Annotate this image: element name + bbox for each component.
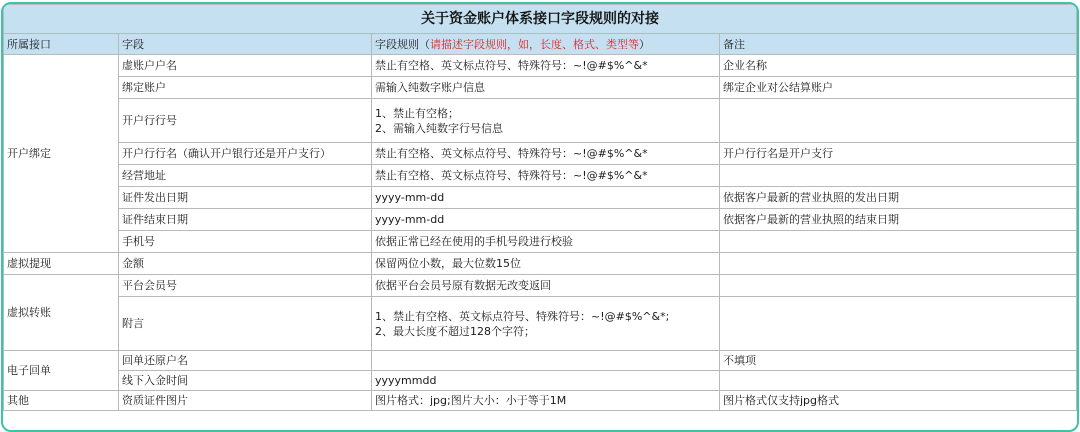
table-row: [4, 231, 1077, 253]
remark-cell: [720, 99, 1077, 143]
table-row: [4, 187, 1077, 209]
table-row: [4, 351, 1077, 371]
table-row: [4, 55, 1077, 77]
group-virtual-withdrawal: 虚拟提现: [4, 253, 119, 275]
rule-line: 1、禁止有空格、英文标点符号、特殊符号：~!@#$%^&*;: [375, 309, 670, 323]
rule-line: 2、最大长度不超过128个字符；: [375, 324, 535, 338]
rule-cell: [372, 297, 720, 351]
remark-cell: [720, 165, 1077, 187]
remark-cell: [720, 275, 1077, 297]
field-cell: 开户行行名（确认开户银行还是开户支行）: [119, 143, 372, 165]
rule-cell: yyyymmdd: [372, 371, 720, 391]
group-other: 其他: [4, 391, 119, 411]
field-cell: 金额: [119, 253, 372, 275]
header-interface: 所属接口: [4, 34, 119, 55]
field-cell: 手机号: [119, 231, 372, 253]
field-cell: 附言: [119, 297, 372, 351]
remark-cell: 企业名称: [720, 55, 1077, 77]
header-rule-suffix: ）: [639, 37, 650, 51]
remark-cell: [720, 253, 1077, 275]
remark-cell: [720, 371, 1077, 391]
table-row: [4, 275, 1077, 297]
rule-cell: 依据平台会员号原有数据无改变返回: [372, 275, 720, 297]
group-virtual-transfer: 虚拟转账: [4, 275, 119, 351]
header-rule-hint: 请描述字段规则，如，长度、格式、类型等: [430, 37, 639, 51]
rule-cell: 禁止有空格、英文标点符号、特殊符号：~!@#$%^&*: [372, 143, 720, 165]
table-row: [4, 209, 1077, 231]
field-cell: 平台会员号: [119, 275, 372, 297]
rule-cell: yyyy-mm-dd: [372, 209, 720, 231]
remark-cell: 依据客户最新的营业执照的发出日期: [720, 187, 1077, 209]
table-row: [4, 99, 1077, 143]
header-field: 字段: [119, 34, 372, 55]
rule-cell: 依据正常已经在使用的手机号段进行校验: [372, 231, 720, 253]
field-cell: 证件结束日期: [119, 209, 372, 231]
field-cell: 开户行行号: [119, 99, 372, 143]
spec-table-frame: [1, 2, 1079, 432]
rule-cell: [372, 351, 720, 371]
table-row: [4, 253, 1077, 275]
rule-cell: 图片格式：jpg;图片大小：小于等于1M: [372, 391, 720, 411]
table-row: [4, 391, 1077, 411]
table-row: [4, 165, 1077, 187]
rule-cell: [372, 99, 720, 143]
table-row: [4, 143, 1077, 165]
remark-cell: 依据客户最新的营业执照的结束日期: [720, 209, 1077, 231]
rule-cell: 保留两位小数，最大位数15位: [372, 253, 720, 275]
rule-cell: 禁止有空格、英文标点符号、特殊符号：~!@#$%^&*: [372, 55, 720, 77]
remark-cell: [720, 231, 1077, 253]
remark-cell: 绑定企业对公结算账户: [720, 77, 1077, 99]
header-row: [4, 34, 1077, 55]
group-account-binding: 开户绑定: [4, 55, 119, 253]
remark-cell: 不填项: [720, 351, 1077, 371]
field-rules-table: [3, 4, 1077, 411]
field-cell: 经营地址: [119, 165, 372, 187]
rule-line: 1、禁止有空格；: [375, 106, 459, 120]
table-row: [4, 297, 1077, 351]
field-cell: 虚账户户名: [119, 55, 372, 77]
remark-cell: [720, 297, 1077, 351]
table-row: [4, 77, 1077, 99]
field-cell: 回单还原户名: [119, 351, 372, 371]
rule-cell: 禁止有空格、英文标点符号、特殊符号：~!@#$%^&*: [372, 165, 720, 187]
header-remark: 备注: [720, 34, 1077, 55]
table-title: 关于资金账户体系接口字段规则的对接: [4, 5, 1077, 34]
rule-cell: 需输入纯数字账户信息: [372, 77, 720, 99]
field-cell: 线下入金时间: [119, 371, 372, 391]
field-cell: 证件发出日期: [119, 187, 372, 209]
header-rule: [372, 34, 720, 55]
table-row: [4, 371, 1077, 391]
field-cell: 资质证件图片: [119, 391, 372, 411]
remark-cell: 开户行行名是开户支行: [720, 143, 1077, 165]
rule-line: 2、需输入纯数字行号信息: [375, 121, 503, 135]
remark-cell: 图片格式仅支持jpg格式: [720, 391, 1077, 411]
group-e-receipt: 电子回单: [4, 351, 119, 391]
field-cell: 绑定账户: [119, 77, 372, 99]
header-rule-prefix: 字段规则（: [375, 37, 430, 51]
rule-cell: yyyy-mm-dd: [372, 187, 720, 209]
